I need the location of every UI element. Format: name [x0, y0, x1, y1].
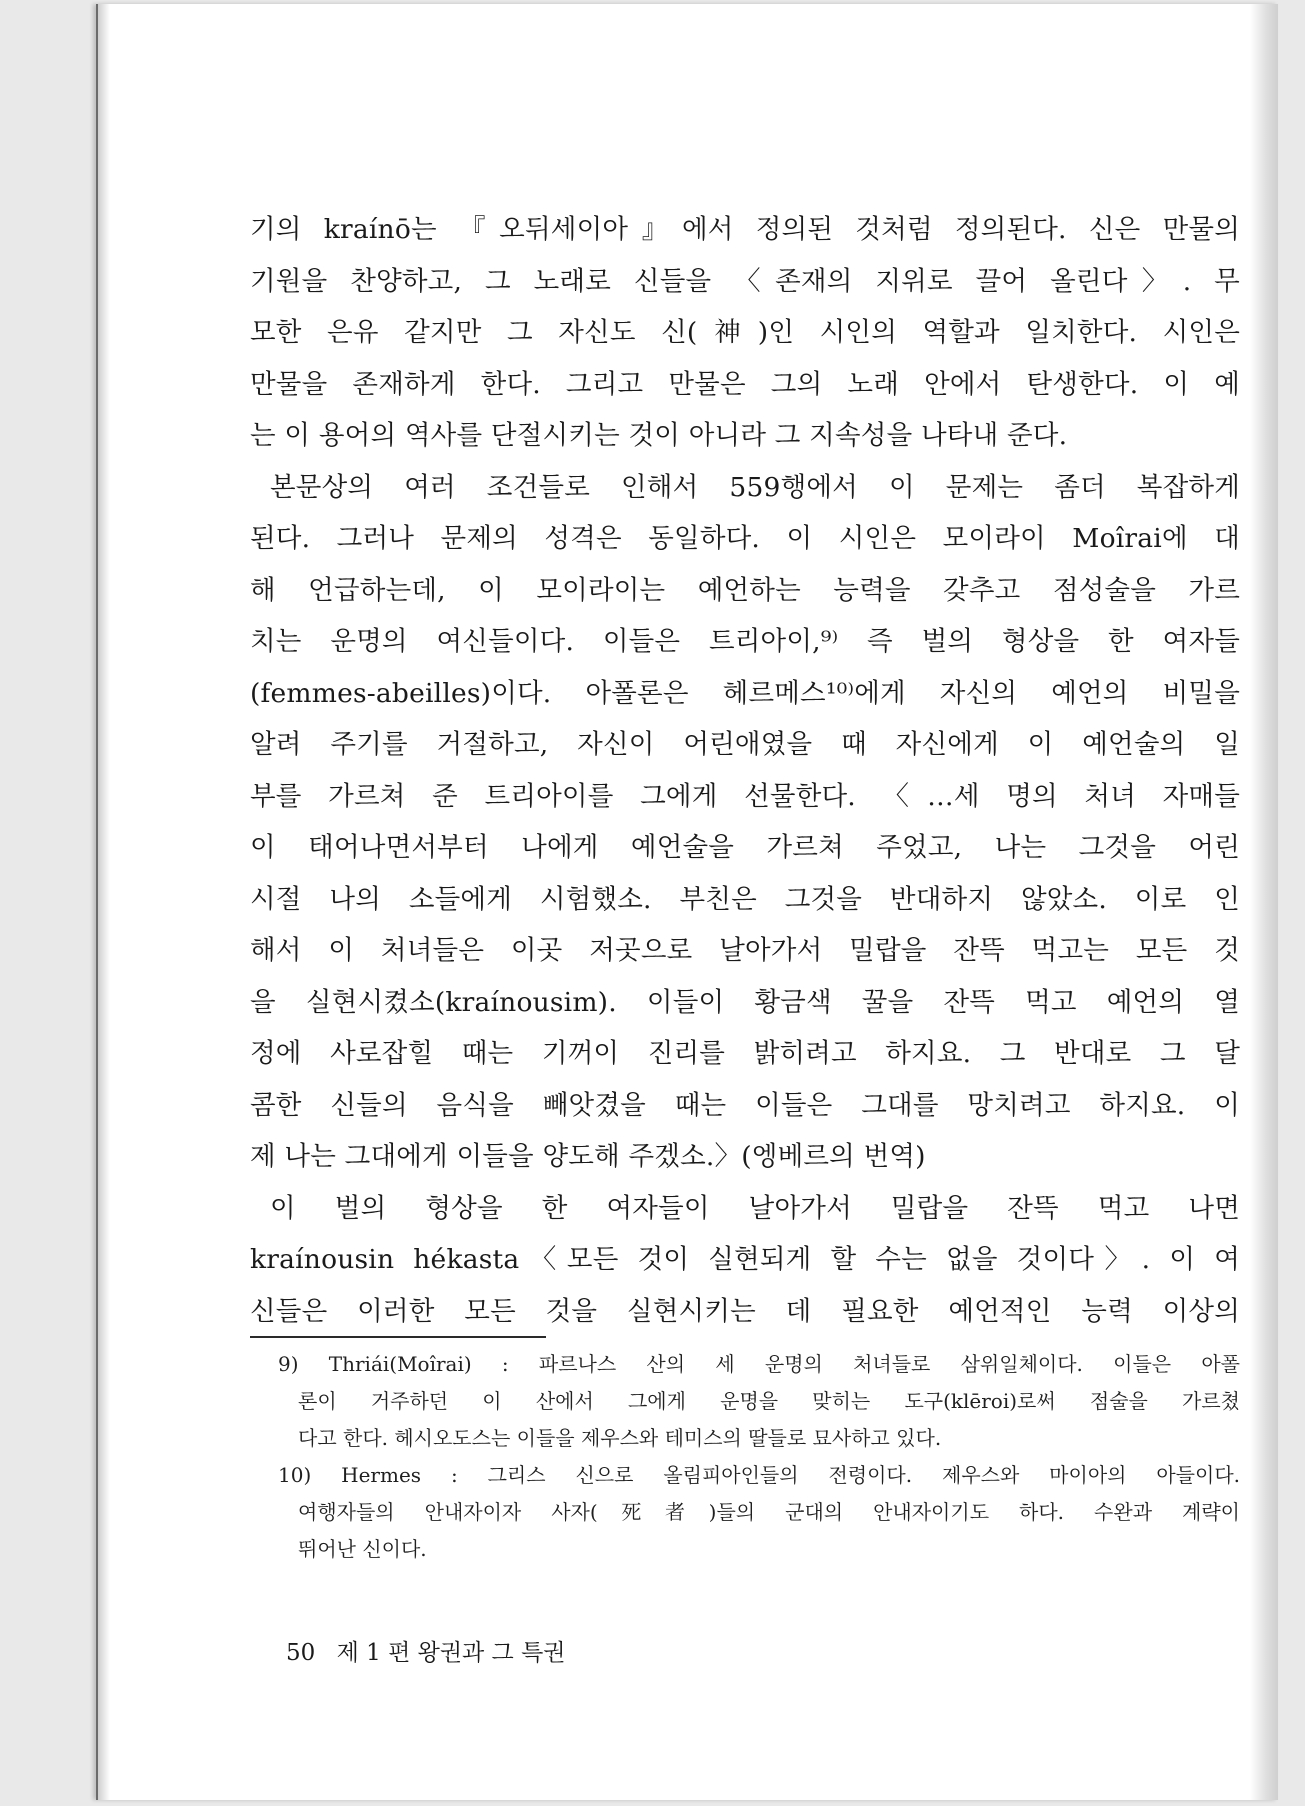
- book-page: [96, 4, 1278, 1800]
- body-line: 해 언급하는데, 이 모이라이는 예언하는 능력을 갖추고 점성술을 가르: [250, 574, 1240, 606]
- footnote-divider: [250, 1336, 546, 1338]
- footnote-9-line: 다고 한다. 헤시오도스는 이들을 제우스와 테미스의 딸들로 묘사하고 있다.: [298, 1426, 942, 1450]
- page-footer: [286, 1634, 566, 1667]
- body-line: 부를 가르쳐 준 트리아이를 그에게 선물한다. 〈…세 명의 처녀 자매들: [250, 780, 1240, 812]
- body-line: 기원을 찬양하고, 그 노래로 신들을 〈존재의 지위로 끌어 올린다〉. 무: [250, 265, 1240, 297]
- body-line: 을 실현시켰소(kraínousim). 이들이 황금색 꿀을 잔뜩 먹고 예언의 열: [250, 986, 1240, 1018]
- body-line: 신들은 이러한 모든 것을 실현시키는 데 필요한 예언적인 능력 이상의: [250, 1295, 1240, 1327]
- body-line: 본문상의 여러 조건들로 인해서 559행에서 이 문제는 좀더 복잡하게: [270, 471, 1240, 503]
- footnotes: [278, 1346, 1240, 1568]
- body-line: 정에 사로잡힐 때는 기꺼이 진리를 밝히려고 하지요. 그 반대로 그 달: [250, 1038, 1240, 1069]
- page-spine-shadow: [98, 4, 110, 1800]
- footnote-9-line: 9) Thriái(Moîrai) : 파르나스 산의 세 운명의 처녀들로 삼위일체이다. 이들은 아폴: [278, 1352, 1240, 1376]
- body-line: 알려 주기를 거절하고, 자신이 어린애였을 때 자신에게 이 예언술의 일: [250, 729, 1240, 760]
- footnote-9-line: 론이 거주하던 이 산에서 그에게 운명을 맞히는 도구(klēroi)로써 점술을 가르쳤: [298, 1389, 1240, 1413]
- body-line: 기의 kraínō는 『오뒤세이아』에서 정의된 것처럼 정의된다. 신은 만물의: [250, 214, 1240, 245]
- body-line: kraínousin hékasta〈모든 것이 실현되게 할 수는 없을 것이다〉. 이 여: [250, 1244, 1240, 1275]
- page-number: 50: [286, 1640, 316, 1666]
- body-line: 이 벌의 형상을 한 여자들이 날아가서 밀랍을 잔뜩 먹고 나면: [270, 1192, 1240, 1224]
- body-text: [250, 204, 1240, 1337]
- body-line: 콤한 신들의 음식을 빼앗겼을 때는 이들은 그대를 망치려고 하지요. 이: [250, 1089, 1240, 1121]
- body-line: 는 이 용어의 역사를 단절시키는 것이 아니라 그 지속성을 나타내 준다.: [250, 420, 1068, 451]
- footnote-10-line: 여행자들의 안내자이자 사자(死者)들의 군대의 안내자이기도 하다. 수완과 계략이: [298, 1500, 1240, 1524]
- running-section-title: 제 1 편 왕권과 그 특권: [336, 1640, 566, 1666]
- body-line: 된다. 그러나 문제의 성격은 동일하다. 이 시인은 모이라이 Moîrai에 대: [250, 523, 1240, 554]
- body-line: 제 나는 그대에게 이들을 양도해 주겠소.〉(엥베르의 번역): [250, 1141, 926, 1172]
- footnote-10-line: 뛰어난 신이다.: [298, 1537, 427, 1561]
- footnote-10-line: 10) Hermes : 그리스 신으로 올림피아인들의 전령이다. 제우스와 마이아의 아들이다.: [278, 1463, 1240, 1487]
- body-line: 이 태어나면서부터 나에게 예언술을 가르쳐 주었고, 나는 그것을 어린: [250, 832, 1240, 863]
- body-line: (femmes-abeilles)이다. 아폴론은 헤르메스¹⁰⁾에게 자신의 예언의 비밀을: [250, 677, 1240, 709]
- body-line: 모한 은유 같지만 그 자신도 신(神)인 시인의 역할과 일치한다. 시인은: [250, 317, 1240, 348]
- body-line: 해서 이 처녀들은 이곳 저곳으로 날아가서 밀랍을 잔뜩 먹고는 모든 것: [250, 935, 1240, 966]
- body-line: 치는 운명의 여신들이다. 이들은 트리아이,⁹⁾ 즉 벌의 형상을 한 여자들: [250, 626, 1240, 657]
- body-line: 만물을 존재하게 한다. 그리고 만물은 그의 노래 안에서 탄생한다. 이 예: [250, 368, 1240, 400]
- body-line: 시절 나의 소들에게 시험했소. 부친은 그것을 반대하지 않았소. 이로 인: [250, 883, 1240, 915]
